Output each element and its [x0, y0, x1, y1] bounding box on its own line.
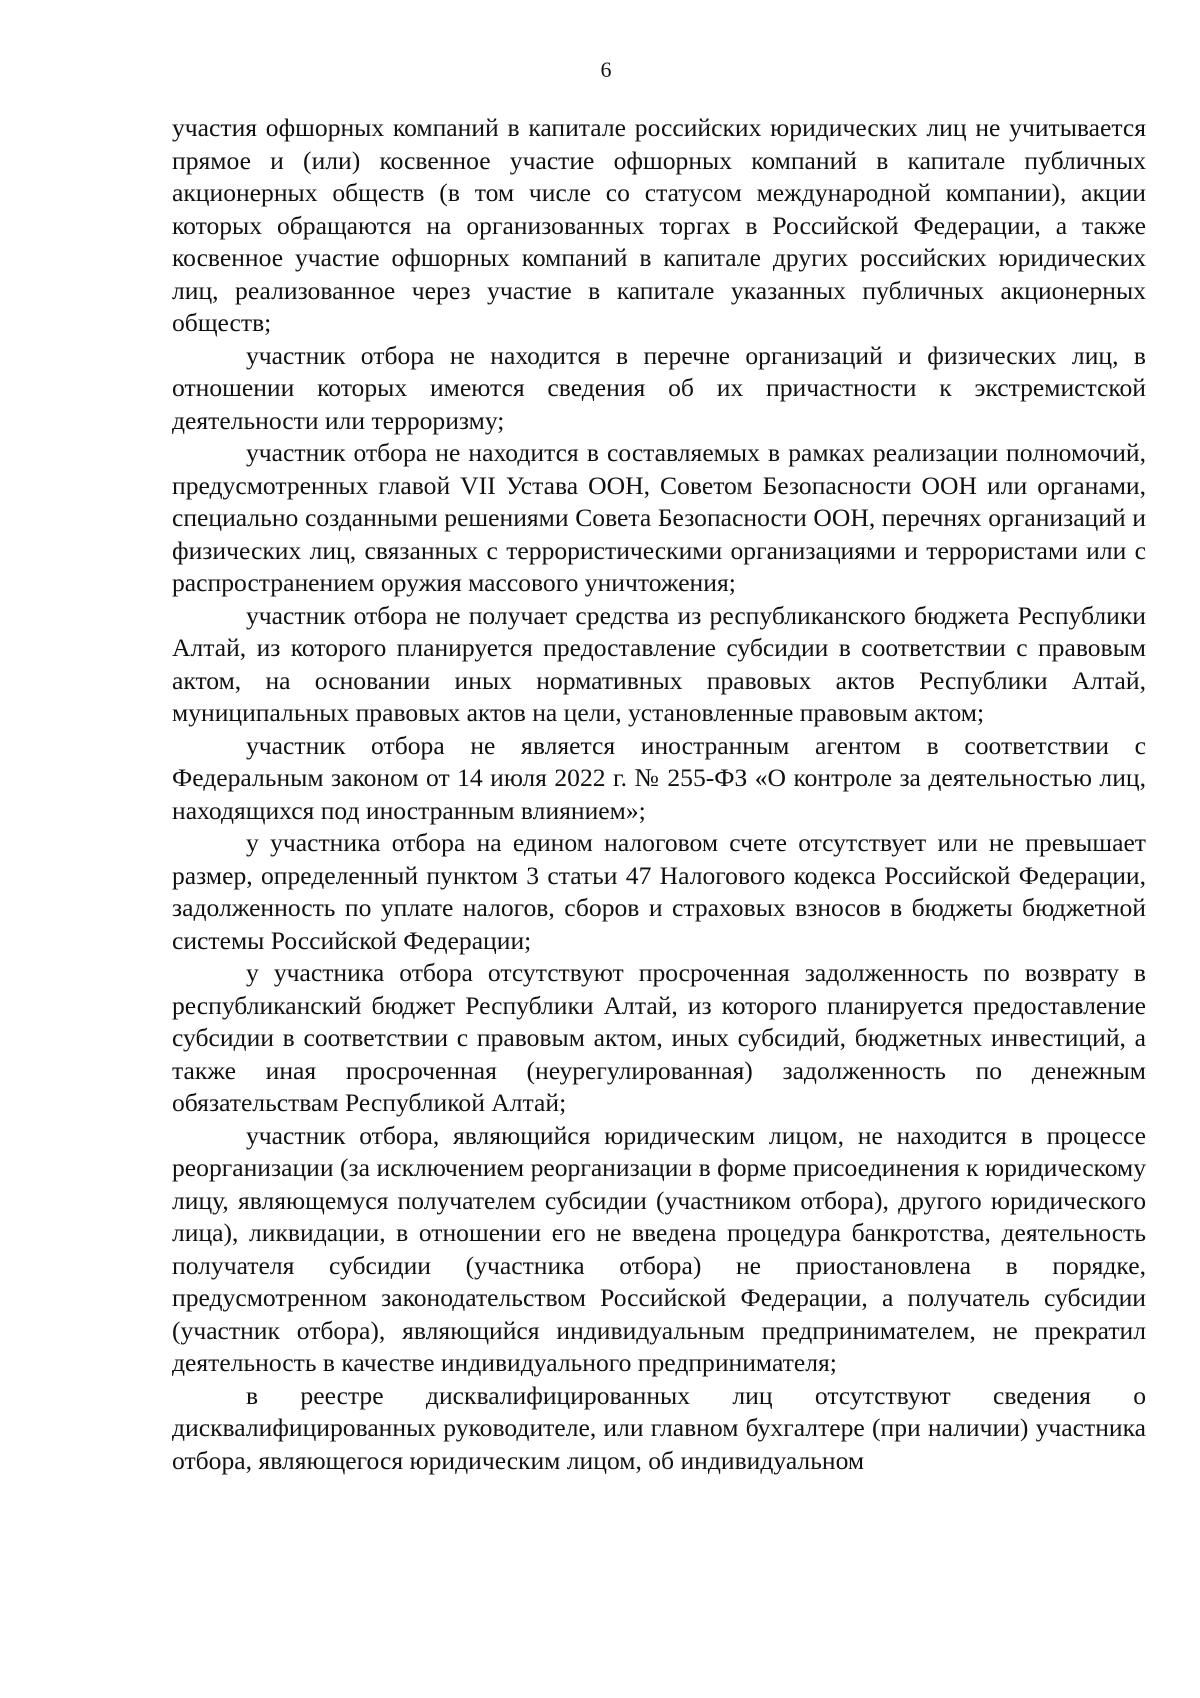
paragraph-5: участник отбора не является иностранным агентом в соответствии с Федеральным законом от 14 июля 2022 г. № 255-ФЗ «О контроле за деятельностью лиц, находящихся под иностранным влиянием»;: [172, 730, 1146, 825]
document-body: [172, 112, 1146, 1477]
page-number: 6: [600, 57, 612, 82]
paragraph-4: участник отбора не получает средства из республиканского бюджета Республики Алтай, из которого планируется предоставление субсидии в соответствии с правовым актом, на основании иных нормативных правовых актов Республики Алтай, муниципальных правовых актов на цели, установленные правовым актом;: [172, 600, 1146, 727]
paragraph-3: участник отбора не находится в составляемых в рамках реализации полномочий, предусмотренных главой VII Устава ООН, Советом Безопасности ООН или органами, специально созданными решениями Совета Безопасности ООН, перечнях организаций и физических лиц, связанных с террористическими организациями и террористами или с распространением оружия массового уничтожения;: [172, 438, 1146, 597]
paragraph-8: участник отбора, являющийся юридическим лицом, не находится в процессе реорганизации (за исключением реорганизации в форме присоединения к юридическому лицу, являющемуся получателем субсидии (участником отбора), другого юридического лица), ликвидации, в отношении его не введена процедура банкротства, деятельность получателя субсидии (участника отбора) не приостановлена в порядке, предусмотренном законодательством Российской Федерации, а получатель субсидии (участник отбора), являющийся индивидуальным предпринимателем, не прекратил деятельность в качестве индивидуального предпринимателя;: [172, 1120, 1146, 1377]
paragraph-9: в реестре дисквалифицированных лиц отсутствуют сведения о дисквалифицированных руководителе, или главном бухгалтере (при наличии) участника отбора, являющегося юридическим лицом, об индивидуальном: [172, 1380, 1146, 1475]
paragraph-7: у участника отбора отсутствуют просроченная задолженность по возврату в республиканский бюджет Республики Алтай, из которого планируется предоставление субсидии в соответствии с правовым актом, иных субсидий, бюджетных инвестиций, а также иная просроченная (неурегулированная) задолженность по денежным обязательствам Республикой Алтай;: [172, 958, 1146, 1117]
paragraph-1: участия офшорных компаний в капитале российских юридических лиц не учитывается прямое и (или) косвенное участие офшорных компаний в капитале публичных акционерных обществ (в том числе со статусом международной компании), акции которых обращаются на организованных торгах в Российской Федерации, а также косвенное участие офшорных компаний в капитале других российских юридических лиц, реализованное через участие в капитале указанных публичных акционерных обществ;: [172, 113, 1146, 337]
paragraph-2: участник отбора не находится в перечне организаций и физических лиц, в отношении которых имеются сведения об их причастности к экстремистской деятельности или терроризму;: [172, 340, 1146, 435]
paragraph-6: у участника отбора на едином налоговом счете отсутствует или не превышает размер, определенный пунктом 3 статьи 47 Налогового кодекса Российской Федерации, задолженность по уплате налогов, сборов и страховых взносов в бюджеты бюджетной системы Российской Федерации;: [172, 828, 1146, 955]
